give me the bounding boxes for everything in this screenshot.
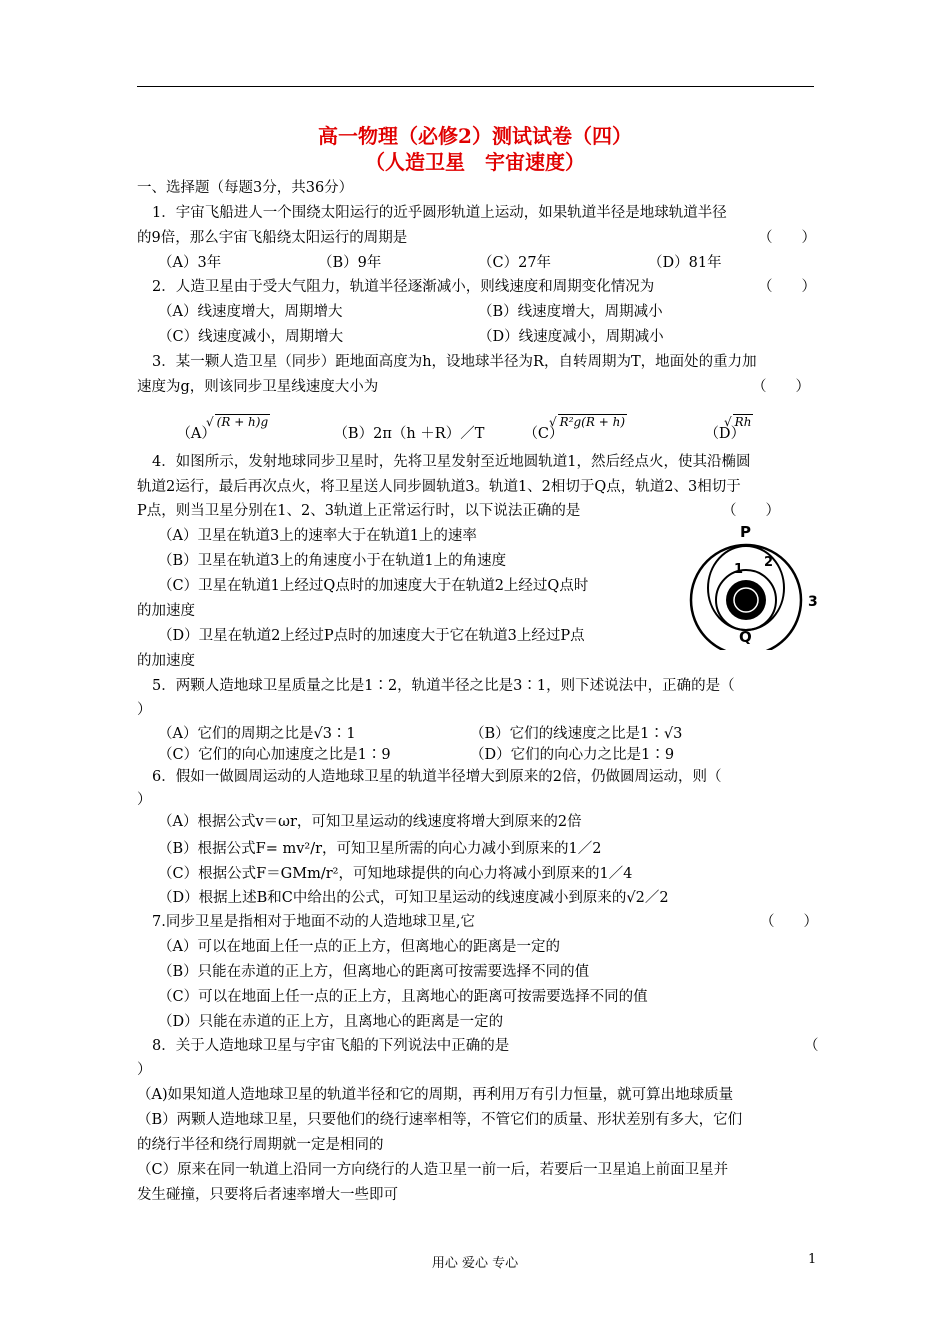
q4-line1: 4．如图所示，发射地球同步卫星时，先将卫星发射至近地圆轨道1，然后经点火，使其沿椭圆	[152, 454, 751, 470]
q8-option-c-line1: （C）原来在同一轨道上沿同一方向绕行的人造卫星一前一后，若要后一卫星追上前面卫星并	[137, 1162, 729, 1178]
q1-line2: 的9倍，那么宇宙飞船绕太阳运行的周期是	[137, 230, 408, 246]
q4-answer-paren: （ ）	[722, 503, 780, 519]
q5-option-b: （B）它们的线速度之比是1∶√3	[470, 726, 683, 742]
q3-option-a	[158, 404, 269, 484]
q5-option-a: （A）它们的周期之比是√3∶1	[158, 726, 356, 742]
q7-line1: 7.同步卫星是指相对于地面不动的人造地球卫星,它	[152, 914, 475, 930]
q4-line2: 轨道2运行，最后再次点火，将卫星送人同步圆轨道3。轨道1、2相切于Q点，轨道2、3相切于	[137, 479, 741, 495]
orbit-2-label: 2	[764, 555, 774, 570]
page-number: 1	[808, 1252, 817, 1267]
q8-line1: 8．关于人造地球卫星与宇宙飞船的下列说法中正确的是	[152, 1038, 510, 1054]
q4-option-c-line1: （C）卫星在轨道1上经过Q点时的加速度大于在轨道2上经过Q点时	[158, 578, 589, 594]
q6-option-d: （D）根据上述B和C中给出的公式，可知卫星运动的线速度减小到原来的√2／2	[158, 890, 669, 906]
q5-line2: ）	[137, 702, 152, 718]
q8-option-c-line2: 发生碰撞，只要将后者速率增大一些即可	[137, 1187, 398, 1203]
q6-line1: 6．假如一做圆周运动的人造地球卫星的轨道半径增大到原来的2倍，仍做圆周运动，则（	[152, 769, 722, 785]
q2-option-d: （D）线速度减小，周期减小	[478, 329, 664, 345]
q5-option-d: （D）它们的向心力之比是1∶9	[470, 747, 675, 763]
q3-answer-paren: （ ）	[752, 379, 810, 395]
section-heading: 一、选择题（每题3分，共36分）	[137, 180, 354, 196]
q4-option-b: （B）卫星在轨道3上的角速度小于在轨道1上的角速度	[158, 553, 507, 569]
orbit-1-label: 1	[734, 562, 744, 577]
earth-core-icon	[734, 588, 758, 612]
point-q-label: Q	[739, 628, 752, 646]
q7-option-a: （A）可以在地面上任一点的正上方，但离地心的距离是一定的	[158, 939, 560, 955]
q3-option-c-label: （C）	[523, 426, 564, 442]
q8-option-a: （A)如果知道人造地球卫星的轨道半径和它的周期，再利用万有引力恒量，就可算出地球质量	[137, 1087, 734, 1103]
q3-option-c	[505, 404, 625, 484]
point-p-label: P	[740, 523, 751, 541]
q6-option-a: （A）根据公式v＝ωr，可知卫星运动的线速度将增大到原来的2倍	[158, 814, 582, 830]
q3-line2: 速度为g，则该同步卫星线速度大小为	[137, 379, 379, 395]
q8-option-b-line2: 的绕行半径和绕行周期就一定是相同的	[137, 1137, 384, 1153]
q3-option-b-formula: 2π（h ＋R）／T	[373, 426, 485, 442]
q2-option-c: （C）线速度减小，周期增大	[158, 329, 344, 345]
q8-answer-paren: （	[804, 1038, 819, 1054]
q7-option-c: （C）可以在地面上任一点的正上方，且离地心的距离可按需要选择不同的值	[158, 989, 648, 1005]
q3-option-d-formula: √ Rh	[724, 415, 752, 429]
orbit-diagram	[688, 520, 828, 650]
q6-line2: ）	[137, 792, 152, 808]
page-footer: 用心 爱心 专心	[431, 1256, 519, 1271]
q1-option-c: （C）27年	[478, 255, 552, 271]
orbit-3-label: 3	[808, 594, 818, 610]
q5-line1: 5．两颗人造地球卫星质量之比是1∶2，轨道半径之比是3∶1，则下述说法中，正确的是（	[152, 678, 735, 694]
q7-option-d: （D）只能在赤道的正上方，且离地心的距离是一定的	[158, 1014, 504, 1030]
title-line-1: 高一物理（必修2）测试试卷（四）	[318, 124, 632, 148]
q3-option-d-label: （D）	[704, 426, 746, 442]
q1-option-d: （D）81年	[648, 255, 722, 271]
q6-option-b: （B）根据公式F= mv²/r，可知卫星所需的向心力减小到原来的1／2	[158, 841, 602, 857]
q2-option-a: （A）线速度增大，周期增大	[158, 304, 343, 320]
title-line-2: （人造卫星 宇宙速度）	[365, 150, 585, 174]
q7-option-b: （B）只能在赤道的正上方，但离地心的距离可按需要选择不同的值	[158, 964, 590, 980]
q2-line1: 2．人造卫星由于受大气阻力，轨道半径逐渐减小，则线速度和周期变化情况为	[152, 279, 655, 295]
q6-option-c: （C）根据公式F＝GMm/r²，可知地球提供的向心力将减小到原来的1／4	[158, 866, 633, 882]
q3-option-a-label: （A）	[176, 426, 216, 442]
q2-answer-paren: （ ）	[758, 279, 816, 295]
q3-option-b-label: （B）	[333, 426, 374, 442]
q3-option-c-formula: √ R²g(R + h)	[549, 415, 625, 429]
header-rule	[137, 86, 814, 87]
q8-option-b-line1: （B）两颗人造地球卫星，只要他们的绕行速率相等，不管它们的质量、形状差别有多大，它们	[137, 1112, 743, 1128]
q1-option-b: （B）9年	[318, 255, 382, 271]
q4-option-a: （A）卫星在轨道3上的速率大于在轨道1上的速率	[158, 528, 477, 544]
q1-option-a: （A）3年	[158, 255, 222, 271]
q3-option-d	[686, 404, 752, 484]
q4-option-c-line2: 的加速度	[137, 603, 195, 619]
q5-option-c: （C）它们的向心加速度之比是1∶9	[158, 747, 391, 763]
q4-option-d-line1: （D）卫星在轨道2上经过P点时的加速度大于它在轨道3上经过P点	[158, 628, 585, 644]
q3-option-a-formula: √ (R + h)g	[206, 415, 269, 429]
q4-option-d-line2: 的加速度	[137, 653, 195, 669]
q4-line3: P点，则当卫星分别在1、2、3轨道上正常运行时，以下说法正确的是	[137, 503, 581, 519]
q8-line2: ）	[137, 1062, 152, 1078]
q2-option-b: （B）线速度增大，周期减小	[478, 304, 663, 320]
q7-answer-paren: （ ）	[760, 914, 818, 930]
q1-answer-paren: （ ）	[758, 230, 816, 246]
q3-line1: 3．某一颗人造卫星（同步）距地面高度为h，设地球半径为R，自转周期为T，地面处的重力加	[152, 354, 757, 370]
q1-line1: 1．宇宙飞船进人一个围绕太阳运行的近乎圆形轨道上运动，如果轨道半径是地球轨道半径	[152, 205, 727, 221]
